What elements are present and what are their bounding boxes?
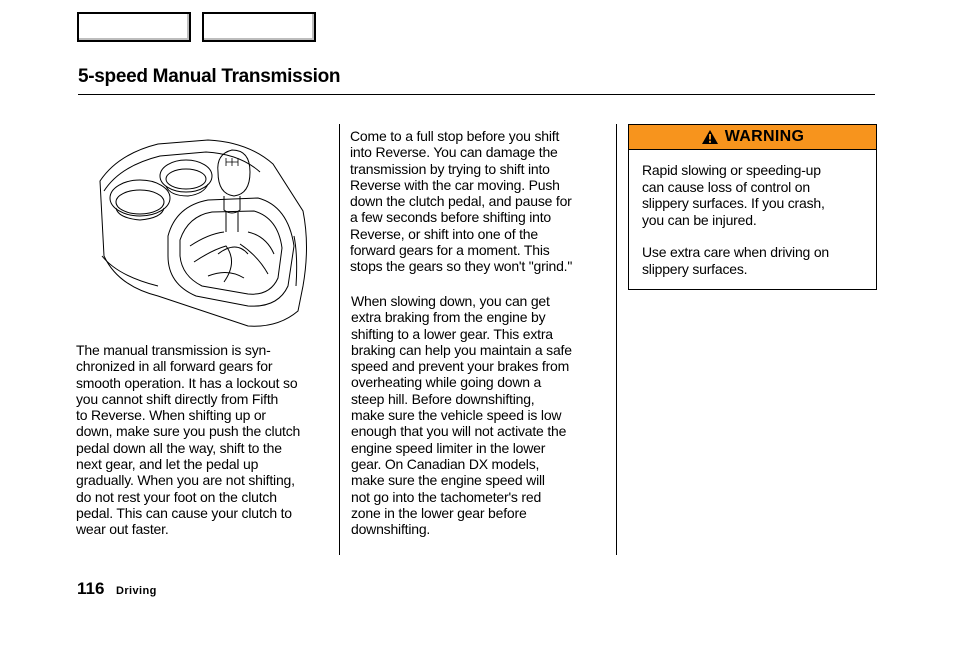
title-divider <box>78 94 875 95</box>
warning-header <box>629 125 876 150</box>
nav-button-prev[interactable] <box>77 12 191 42</box>
downshift-text: When slowing down, you can get extra braking from the engine by shifting to a lower gear. This extra braking can help you maintain a safe speed and prevent your brakes from overheating while going down a steep hill. Before downshifting, make sure the vehicle speed is low enough that you will not activate the engine speed limiter in the lower gear. On Canadian DX models, make sure the engine speed will not go into the tachometer's red zone in the lower gear before downshifting. <box>351 293 572 538</box>
warning-label: WARNING <box>724 128 805 145</box>
nav-button-next[interactable] <box>202 12 316 42</box>
column-divider-1 <box>339 124 340 555</box>
reverse-shift-text: Come to a full stop before you shift into Reverse. You can damage the transmission by trying to shift into Reverse with the car moving. Push down the clutch pedal, and pause for a few seconds before shifting into Reverse, or shift into one of the forward gears for a moment. This stops the gears so they won't "grind." <box>350 128 573 275</box>
warning-text-2: Use extra care when driving on slippery surfaces. <box>642 244 829 277</box>
shift-lever-illustration <box>98 136 310 330</box>
warning-triangle-icon <box>701 129 719 145</box>
section-name: Driving <box>116 585 157 597</box>
warning-text-1: Rapid slowing or speeding-up can cause loss of control on slippery surfaces. If you crash, you can be injured. <box>642 162 825 228</box>
page-title: 5-speed Manual Transmission <box>78 66 341 87</box>
page-number: 116 <box>77 579 105 598</box>
transmission-intro-text: The manual transmission is syn- chronized in all forward gears for smooth operation. It has a lockout so you cannot shift directly from Fifth to Reverse. When shifting up or down, make sure you push the clutch pedal down all the way, shift to the next gear, and let the pedal up gradually. When you are not shifting, do not rest your foot on the clutch pedal. This can cause your clutch to wear out faster. <box>76 342 301 538</box>
column-divider-2 <box>616 124 617 555</box>
warning-box <box>628 124 877 290</box>
